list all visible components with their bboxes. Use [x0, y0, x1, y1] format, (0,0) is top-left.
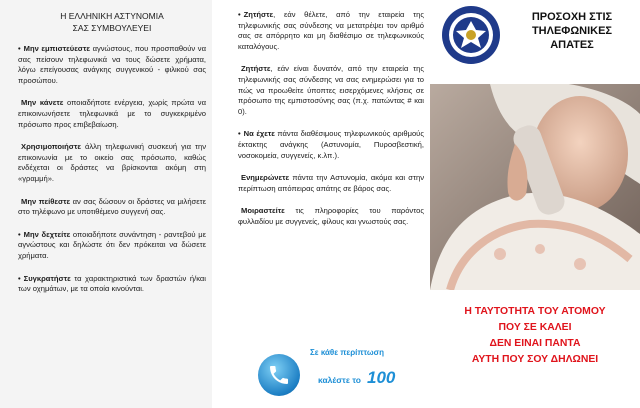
advice-text: , εάν είναι δυνατόν, από την εταιρεία της τηλεφωνικής σας σύνδεσης να σας ενημερώσει για το πώς να προωθείτε ύποπτες εισερχόμενες κλήσεις σε πρόσωπο της εμπιστοσύνης σας (π.χ. πατώντας # και 0).: [238, 64, 424, 116]
advice-item: [18, 230, 206, 262]
emergency-number: 100: [367, 368, 396, 387]
bullet: •: [18, 229, 21, 239]
warning-line1: Η ΤΑΥΤΟΤΗΤΑ ΤΟΥ ΑΤΟΜΟΥ: [464, 306, 606, 317]
advice-lead: Ζητήστε: [243, 10, 274, 19]
elderly-woman-on-phone-photo: [430, 84, 640, 290]
advice-text: οποιαδήποτε συνάντηση - ραντεβού με αγνώστους και δηλώστε ότι δεν πρόκειται να δώσετε χρήματα.: [18, 229, 206, 260]
advice-lead: Μην δεχτείτε: [23, 229, 71, 239]
left-panel: [0, 0, 212, 408]
emergency-callout: [258, 344, 428, 400]
phone-glyph: [267, 363, 291, 387]
police-emblem-icon: [440, 4, 502, 66]
warning-line2: ΠΟΥ ΣΕ ΚΑΛΕΙ: [498, 322, 572, 333]
advice-text: πάντα διαθέσιμους τηλεφωνικούς αριθμούς έκτακτης ανάγκης (Αστυνομία, Πυροσβεστική, νοσοκομεία, συγγενείς, κ.λπ.).: [238, 129, 424, 160]
advice-item: [238, 173, 424, 194]
advice-text: τα χαρακτηριστικά των δραστών ή/και των οχημάτων, με τα οποία κινούνται.: [18, 273, 206, 294]
cover-title-line1: ΠΡΟΣΟΧΗ ΣΤΙΣ: [531, 11, 613, 23]
advice-text: , εάν θέλετε, από την εταιρεία της τηλεφωνικής σας σύνδεσης να μετατρέψει τον αριθμό σας σε απόρρητο και μη διαθέσιμο σε τηλεφωνικούς καταλόγους.: [238, 10, 424, 51]
bullet: •: [238, 10, 241, 19]
advice-text: πάντα την Αστυνομία, ακόμα και στην περίπτωση απόπειρας απάτης σε βάρος σας.: [238, 173, 424, 193]
left-title-line2: ΣΑΣ ΣΥΜΒΟΥΛΕΥΕΙ: [72, 23, 152, 33]
bullet: •: [238, 129, 241, 139]
advice-lead: Μην εμπιστεύεστε: [23, 44, 90, 53]
warning-line3: ΔΕΝ ΕΙΝΑΙ ΠΑΝΤΑ: [489, 338, 581, 349]
advice-item: [238, 10, 424, 52]
left-title-line1: Η ΕΛΛΗΝΙΚΗ ΑΣΤΥΝΟΜΙΑ: [60, 11, 164, 21]
advice-text: τις πληροφορίες του παρόντος φυλλαδίου με συγγενείς, φίλους και γνωστούς σας.: [238, 206, 424, 226]
callout-text: Σε κάθε περίπτωση: [310, 348, 384, 357]
advice-lead: Μην πείθεστε: [21, 196, 71, 206]
advice-lead: Μοιραστείτε: [241, 206, 285, 216]
advice-lead: Ζητήστε: [241, 64, 271, 74]
phone-icon: [258, 354, 300, 396]
advice-item: [18, 98, 206, 130]
advice-text: οποιαδήποτε ενέργεια, χωρίς πρώτα να επικοινωνήσετε τηλεφωνικά με το συγκεκριμένο πρόσωπο προς επιβεβαίωση.: [18, 98, 206, 129]
advice-item: [18, 197, 206, 218]
advice-item: [238, 206, 424, 227]
bullet: •: [18, 273, 21, 283]
advice-item: [18, 274, 206, 295]
advice-lead: Να έχετε: [243, 129, 275, 139]
advice-text: αγνώστους, που προσπαθούν να σας πείσουν τηλεφωνικά να τους δώσετε χρήματα, λόγω επείγουσας ανάγκης συγγενικού - φιλικού σας προσώπου.: [18, 44, 206, 85]
cover-panel: [430, 0, 640, 408]
advice-item: [18, 44, 206, 86]
callout-call-label: καλέστε το: [318, 375, 361, 385]
callout-text-call: [318, 368, 395, 388]
advice-lead: Μην κάνετε: [21, 98, 64, 108]
bullet: •: [18, 44, 21, 53]
cover-title: [508, 10, 636, 52]
warning-line4: ΑΥΤΗ ΠΟΥ ΣΟΥ ΔΗΛΩΝΕΙ: [471, 354, 599, 365]
advice-item: [238, 64, 424, 117]
advice-lead: Χρησιμοποιήστε: [21, 142, 81, 152]
advice-lead: Συγκρατήστε: [23, 273, 71, 283]
warning-message: [430, 304, 640, 368]
left-title: [18, 10, 206, 34]
advice-text: άλλη τηλεφωνική συσκευή για την επικοινωνία με το οικείο σας πρόσωπο, καθώς ενδέχεται οι δράστες να βρίσκονται ακόμη στη «γραμμή».: [18, 142, 206, 183]
cover-title-line2: ΤΗΛΕΦΩΝΙΚΕΣ: [531, 25, 613, 37]
advice-item: [18, 142, 206, 184]
advice-text: αν σας δώσουν οι δράστες να μιλήσετε στο τηλέφωνο με υποτιθέμενο συγγενή σας.: [18, 196, 206, 217]
advice-lead: Ενημερώνετε: [241, 173, 290, 183]
cover-title-line3: ΑΠΑΤΕΣ: [550, 39, 594, 51]
advice-item: [238, 129, 424, 161]
